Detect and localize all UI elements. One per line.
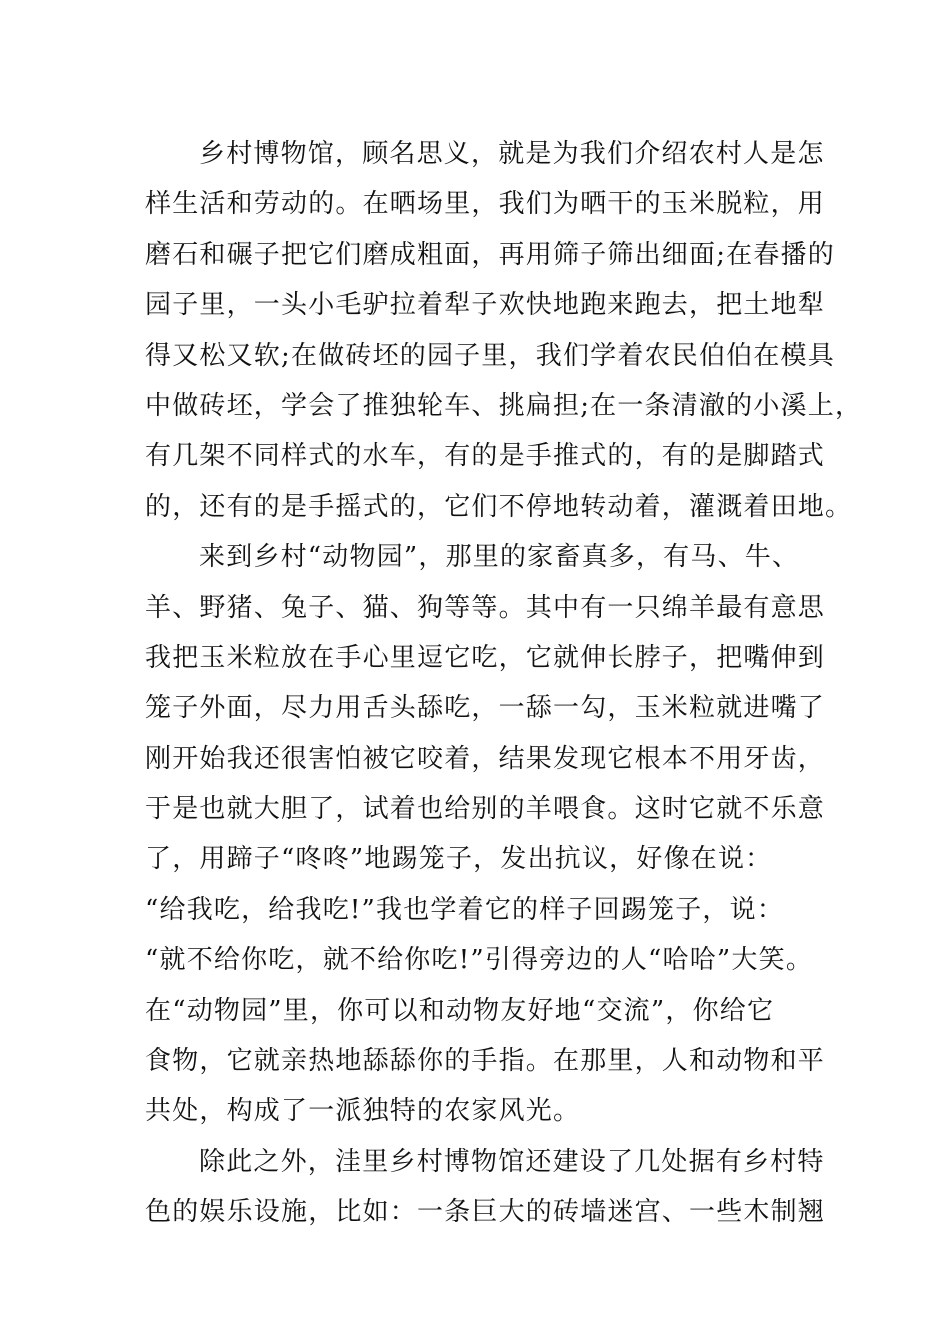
paragraph-2-line: 共处，构成了一派独特的农家风光。 bbox=[145, 1096, 581, 1127]
paragraph-2-line: “就不给你吃，就不给你吃!”引得旁边的人“哈哈”大笑。 bbox=[145, 945, 814, 976]
paragraph-1-line: 园子里，一头小毛驴拉着犁子欢快地跑来跑去，把土地犁 bbox=[145, 290, 826, 321]
paragraph-1-line: 有几架不同样式的水车，有的是手推式的，有的是脚踏式 bbox=[145, 441, 826, 472]
paragraph-2-line: 来到乡村“动物园”，那里的家畜真多，有马、牛、 bbox=[199, 542, 800, 573]
paragraph-1-line: 的，还有的是手摇式的，它们不停地转动着，灌溉着田地。 bbox=[145, 491, 853, 522]
paragraph-2-line: “给我吃，给我吃!”我也学着它的样子回踢笼子，说： bbox=[145, 894, 785, 925]
paragraph-2-line: 刚开始我还很害怕被它咬着，结果发现它根本不用牙齿， bbox=[145, 743, 826, 774]
paragraph-1-line: 中做砖坯，学会了推独轮车、挑扁担;在一条清澈的小溪上， bbox=[145, 390, 863, 421]
paragraph-1-line: 磨石和碾子把它们磨成粗面，再用筛子筛出细面;在春播的 bbox=[145, 239, 835, 270]
paragraph-1-line: 得又松又软;在做砖坯的园子里，我们学着农民伯伯在模具 bbox=[145, 340, 835, 371]
paragraph-1-line: 乡村博物馆，顾名思义，就是为我们介绍农村人是怎 bbox=[199, 139, 825, 169]
paragraph-1-line: 样生活和劳动的。在晒场里，我们为晒干的玉米脱粒，用 bbox=[145, 189, 826, 220]
paragraph-2-line: 笼子外面，尽力用舌头舔吃，一舔一勾，玉米粒就进嘴了 bbox=[145, 693, 826, 724]
paragraph-3-line: 除此之外，洼里乡村博物馆还建设了几处据有乡村特 bbox=[199, 1146, 825, 1177]
paragraph-2-line: 在“动物园”里，你可以和动物友好地“交流”，你给它 bbox=[145, 995, 775, 1026]
body-text bbox=[145, 129, 863, 1238]
paragraph-3-line: 色的娱乐设施，比如：一条巨大的砖墙迷宫、一些木制翘 bbox=[145, 1197, 826, 1228]
paragraph-2-line: 食物，它就亲热地舔舔你的手指。在那里，人和动物和平 bbox=[145, 1046, 826, 1077]
paragraph-2-line: 羊、野猪、兔子、猫、狗等等。其中有一只绵羊最有意思 bbox=[145, 592, 826, 623]
paragraph-2-line: 我把玉米粒放在手心里逗它吃，它就伸长脖子，把嘴伸到 bbox=[145, 642, 826, 673]
paragraph-2-line: 于是也就大胆了，试着也给别的羊喂食。这时它就不乐意 bbox=[145, 794, 826, 825]
paragraph-2-line: 了，用蹄子“咚咚”地踢笼子，发出抗议，好像在说： bbox=[145, 844, 773, 875]
